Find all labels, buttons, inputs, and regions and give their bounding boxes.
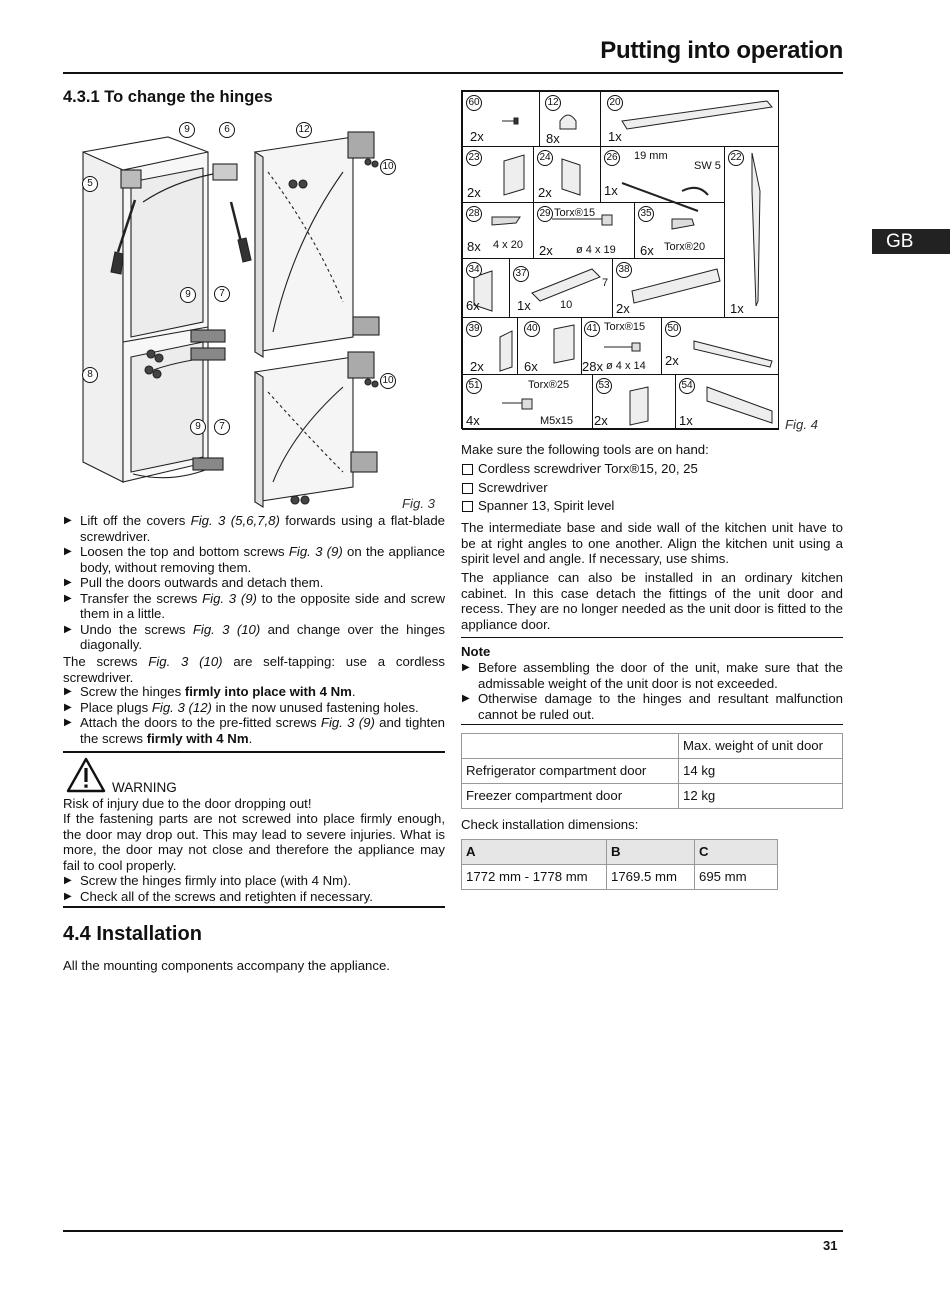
note-top-rule — [461, 637, 843, 638]
part-quantity: 2x — [665, 353, 679, 368]
warning-lead: Risk of injury due to the door dropping out! — [63, 796, 312, 811]
part-quantity: 8x — [467, 239, 481, 254]
tool-item: Spanner 13, Spirit level — [461, 498, 843, 514]
part-quantity: 1x — [608, 129, 622, 144]
footer-rule — [63, 1230, 843, 1232]
part-number-28: 28 — [466, 206, 482, 222]
part-number-23: 23 — [466, 150, 482, 166]
step-attach-doors: ▶ Attach the doors to the pre-fitted screws Fig. 3 (9) and tighten the screws firmly with 4 Nm. — [63, 715, 445, 746]
section-heading-hinges: 4.3.1 To change the hinges — [63, 88, 273, 106]
warning-icon — [66, 757, 106, 793]
part-torx-label: Torx®20 — [664, 241, 706, 253]
part-quantity: 4x — [466, 413, 480, 428]
part-number-40: 40 — [524, 321, 540, 337]
table-row: 1772 mm - 1778 mm 1769.5 mm 695 mm — [462, 865, 778, 890]
part-number-41: 41 — [584, 321, 600, 337]
tool-item: Cordless screwdriver Torx®15, 20, 25 — [461, 461, 843, 477]
part-a-label: 7 — [602, 277, 609, 289]
dims-header-c: C — [695, 840, 778, 865]
installation-heading: 4.4 Installation — [63, 923, 202, 945]
callout-9b: 9 — [180, 287, 196, 303]
step-screw-hinges: ▶ Screw the hinges firmly into place with 4 Nm. — [63, 684, 445, 700]
part-quantity: 1x — [730, 301, 744, 316]
callout-9c: 9 — [190, 419, 206, 435]
warning-top-rule — [63, 751, 445, 753]
note-title: Note — [461, 644, 491, 659]
step-item: ▶ Lift off the covers Fig. 3 (5,6,7,8) forwards using a flat-blade screwdriver. — [63, 513, 445, 544]
warning-item: ▶ Check all of the screws and retighten if necessary. — [63, 889, 445, 905]
part-number-22: 22 — [728, 150, 744, 166]
fig3-illustration — [63, 112, 445, 510]
part-number-38: 38 — [616, 262, 632, 278]
part-number-26: 26 — [604, 150, 620, 166]
note-item: ▶ Before assembling the door of the unit, make sure that the admissable weight of the unit door is not exceeded. — [461, 660, 843, 691]
table-row: Freezer compartment door 12 kg — [462, 784, 843, 809]
part-spec-label: 4 x 20 — [493, 239, 523, 251]
callout-7b: 7 — [214, 419, 230, 435]
language-tab: GB — [872, 229, 950, 254]
callout-6: 6 — [219, 122, 235, 138]
part-number-37: 37 — [513, 266, 529, 282]
part-quantity: 2x — [470, 129, 484, 144]
step-item: ▶ Loosen the top and bottom screws Fig. 3 (9) on the appliance body, without removing them. — [63, 544, 445, 575]
part-quantity: 2x — [594, 413, 608, 428]
part-quantity: 1x — [517, 298, 531, 313]
part-number-34: 34 — [466, 262, 482, 278]
tools-intro: Make sure the following tools are on hand: — [461, 442, 709, 457]
table-row: Refrigerator compartment door 14 kg — [462, 759, 843, 784]
tools-list — [461, 461, 843, 514]
note-items — [461, 660, 843, 722]
step-item: ▶ Transfer the screws Fig. 3 (9) to the opposite side and screw them in a little. — [63, 591, 445, 622]
part-number-12: 12 — [545, 95, 561, 111]
part-quantity: 2x — [467, 185, 481, 200]
part-quantity: 6x — [466, 298, 480, 313]
part-quantity: 8x — [546, 131, 560, 146]
part-spec-label: M5x15 — [540, 415, 574, 427]
part-spec-label: ø 4 x 14 — [606, 360, 646, 372]
installation-text: All the mounting components accompany the appliance. — [63, 958, 390, 973]
dims-header-b: B — [607, 840, 695, 865]
warning-body: If the fastening parts are not screwed into place firmly enough, the door may drop out. This may lead to severe injuries. What is more, the door may not close and therefore the appliance may fail to cool properly. — [63, 811, 445, 873]
steps-list-b — [63, 684, 445, 746]
part-number-20: 20 — [607, 95, 623, 111]
callout-8: 8 — [82, 367, 98, 383]
tool-item: Screwdriver — [461, 480, 843, 496]
part-number-29: 29 — [537, 206, 553, 222]
warning-bottom-rule — [63, 906, 445, 908]
part-extra2-label: SW 5 — [694, 160, 721, 172]
self-tapping-note: The screws Fig. 3 (10) are self-tapping: use a cordless screwdriver. — [63, 654, 445, 685]
header-rule — [63, 72, 843, 74]
callout-5: 5 — [82, 176, 98, 192]
dims-header-a: A — [462, 840, 607, 865]
part-b-label: 10 — [560, 299, 573, 311]
callout-12: 12 — [296, 122, 312, 138]
note-item: ▶ Otherwise damage to the hinges and resultant malfunction cannot be ruled out. — [461, 691, 843, 722]
dims-intro: Check installation dimensions: — [461, 817, 639, 832]
part-quantity: 2x — [539, 243, 553, 258]
part-number-51: 51 — [466, 378, 482, 394]
callout-7: 7 — [214, 286, 230, 302]
weight-table — [461, 733, 843, 809]
page-title: Putting into operation — [600, 37, 843, 64]
warning-items — [63, 873, 445, 904]
fig3-caption: Fig. 3 — [402, 496, 435, 511]
part-torx-label: Torx®25 — [528, 379, 570, 391]
callout-9: 9 — [179, 122, 195, 138]
warning-item: ▶ Screw the hinges firmly into place (with 4 Nm). — [63, 873, 445, 889]
warning-title: WARNING — [112, 780, 177, 795]
part-number-24: 24 — [537, 150, 553, 166]
part-quantity: 28x — [582, 359, 603, 374]
dimensions-table — [461, 839, 778, 890]
callout-10: 10 — [380, 159, 396, 175]
part-number-54: 54 — [679, 378, 695, 394]
part-extra-label: 19 mm — [634, 150, 668, 162]
part-number-35: 35 — [638, 206, 654, 222]
part-torx-label: Torx®15 — [554, 207, 596, 219]
part-torx-label: Torx®15 — [604, 321, 646, 333]
part-quantity: 2x — [470, 359, 484, 374]
part-number-39: 39 — [466, 321, 482, 337]
part-quantity: 6x — [640, 243, 654, 258]
page-number: 31 — [823, 1238, 838, 1253]
part-number-50: 50 — [665, 321, 681, 337]
part-number-60: 60 — [466, 95, 482, 111]
part-quantity: 1x — [604, 183, 618, 198]
steps-list-a — [63, 513, 445, 653]
alignment-paragraph: The intermediate base and side wall of the kitchen unit have to be at right angles to one another. Align the kitchen unit using a spirit level and angle. If necessary, use shims. — [461, 520, 843, 566]
step-place-plugs: ▶ Place plugs Fig. 3 (12) in the now unused fastening holes. — [63, 700, 445, 716]
callout-10b: 10 — [380, 373, 396, 389]
part-quantity: 2x — [616, 301, 630, 316]
part-number-53: 53 — [596, 378, 612, 394]
part-quantity: 2x — [538, 185, 552, 200]
cabinet-paragraph: The appliance can also be installed in an ordinary kitchen cabinet. In this case detach the fittings of the unit door and recess. They are no longer needed as the unit door is fitted to the appliance door. — [461, 570, 843, 632]
fig4-caption: Fig. 4 — [785, 417, 818, 432]
note-bottom-rule — [461, 724, 843, 725]
fig4-parts-grid — [461, 90, 779, 429]
part-quantity: 1x — [679, 413, 693, 428]
part-quantity: 6x — [524, 359, 538, 374]
weight-table-header: Max. weight of unit door — [679, 734, 843, 759]
weight-table-header-empty — [462, 734, 679, 759]
step-item: ▶ Undo the screws Fig. 3 (10) and change over the hinges diagonally. — [63, 622, 445, 653]
part-spec-label: ø 4 x 19 — [576, 244, 616, 256]
step-item: ▶ Pull the doors outwards and detach them. — [63, 575, 445, 591]
